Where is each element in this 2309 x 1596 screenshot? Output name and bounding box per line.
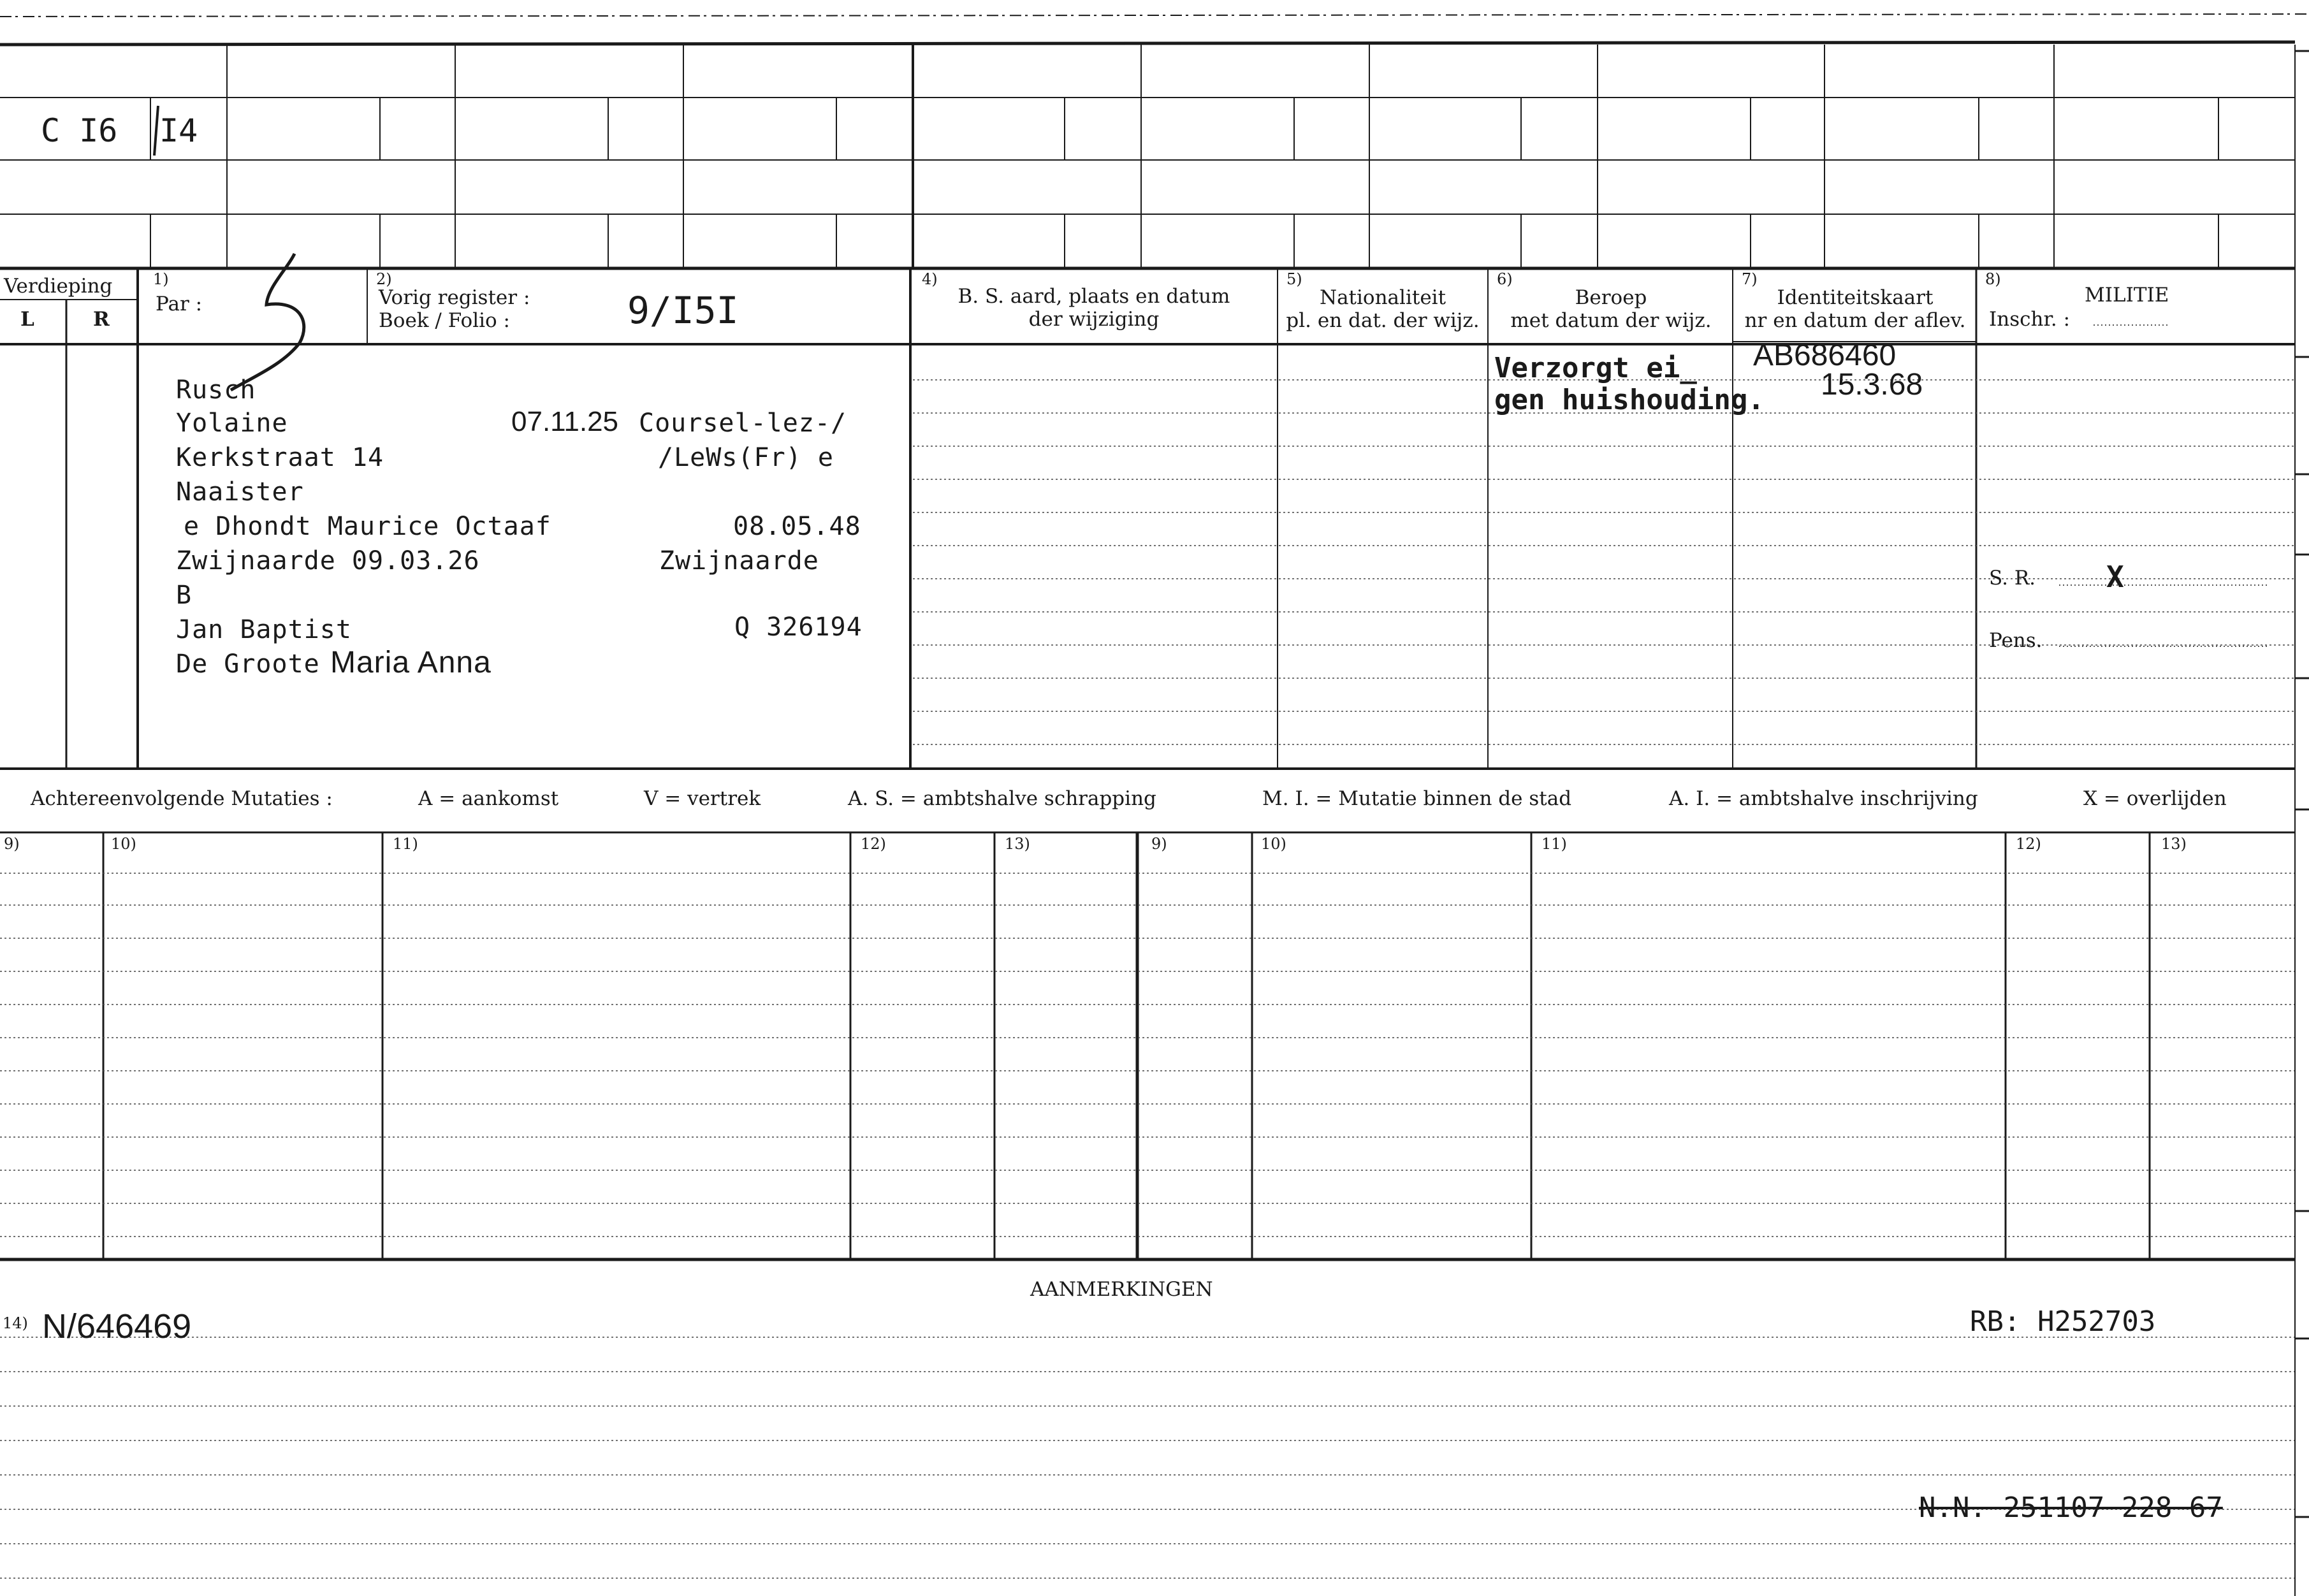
- person-spouse-birth: Zwijnaarde 09.03.26: [176, 546, 480, 576]
- col5-label-line1: Nationaliteit: [1319, 286, 1446, 309]
- col6-label-line2: met datum der wijz.: [1510, 309, 1712, 332]
- file-number: I4: [159, 112, 198, 149]
- mutaties-title: Achtereenvolgende Mutaties :: [31, 787, 333, 810]
- beroep-line1: Verzorgt ei_: [1494, 352, 1697, 384]
- beroep-line2: gen huishouding.: [1494, 384, 1765, 416]
- col1-number: 1): [153, 270, 169, 288]
- mutaties-left-col-13: 13): [1005, 835, 1030, 853]
- col4-label-line2: der wijziging: [1028, 308, 1160, 331]
- militie-sr-label: S. R.: [1989, 567, 2036, 590]
- par-handwritten-mark: [231, 254, 304, 390]
- mutaties-legend-x: X = overlijden: [2083, 787, 2227, 810]
- identity-card-date: 15.3.68: [1821, 368, 1923, 402]
- person-marriage-date: 08.05.48: [733, 512, 861, 541]
- col1-label: Par :: [156, 293, 203, 316]
- verdieping-label: Verdieping: [4, 275, 113, 298]
- person-address: Kerkstraat 14: [176, 443, 384, 472]
- aanmerkingen-title: AANMERKINGEN: [1030, 1278, 1213, 1301]
- mutaties-legend-a: A = aankomst: [418, 787, 559, 810]
- person-father: Jan Baptist: [176, 615, 352, 644]
- boek-folio-value: 9/I5I: [627, 289, 739, 332]
- file-code: C I6: [41, 112, 118, 149]
- identity-card-number: AB686460: [1753, 338, 1897, 372]
- person-mother-surname: De Groote: [176, 649, 320, 679]
- mutaties-legend-as: A. S. = ambtshalve schrapping: [848, 787, 1156, 810]
- person-mother-firstname: Maria Anna: [330, 646, 492, 679]
- col8-number: 8): [1985, 270, 2001, 288]
- person-birth-place-1: Coursel-lez-/: [639, 409, 847, 438]
- verdieping-left: L: [20, 308, 34, 331]
- mutaties-legend-v: V = vertrek: [644, 787, 761, 810]
- aanmerkingen-nn: N.N. 251107 228 67: [1919, 1491, 2223, 1524]
- militie-title: MILITIE: [2085, 284, 2169, 307]
- person-spouse-place: Zwijnaarde: [659, 546, 819, 576]
- col7-label-line2: nr en datum der aflev.: [1744, 309, 1966, 332]
- person-occupation: Naaister: [176, 477, 304, 507]
- col2-boek-folio: Boek / Folio :: [379, 309, 510, 332]
- col4-number: 4): [922, 270, 938, 288]
- col2-vorig-register: Vorig register :: [379, 286, 530, 309]
- person-spouse: e Dhondt Maurice Octaaf: [184, 512, 551, 541]
- mutaties-right-col-11: 11): [1541, 835, 1567, 853]
- mutaties-left-col-10: 10): [111, 835, 136, 853]
- mutaties-left-col-9: 9): [4, 835, 20, 853]
- mutaties-legend-ai: A. I. = ambtshalve inschrijving: [1669, 787, 1978, 810]
- person-surname: Rusch: [176, 375, 256, 405]
- person-firstname: Yolaine: [176, 409, 288, 438]
- col5-label-line2: pl. en dat. der wijz.: [1286, 309, 1480, 332]
- aanmerkingen-number: 14): [3, 1314, 28, 1332]
- col2-number: 2): [376, 270, 392, 288]
- col4-label-line1: B. S. aard, plaats en datum: [958, 285, 1230, 308]
- militie-sr-value: X: [2106, 560, 2124, 594]
- col7-label-line1: Identiteitskaart: [1777, 286, 1934, 309]
- mutaties-right-col-13: 13): [2161, 835, 2187, 853]
- mutaties-left-col-12: 12): [861, 835, 886, 853]
- mutaties-right-col-10: 10): [1261, 835, 1286, 853]
- person-father-code: Q 326194: [734, 613, 863, 642]
- militie-inschr: Inschr. :: [1989, 308, 2071, 331]
- mutaties-legend-mi: M. I. = Mutatie binnen de stad: [1262, 787, 1572, 810]
- mutaties-right-col-12: 12): [2016, 835, 2041, 853]
- col6-number: 6): [1497, 270, 1513, 288]
- col6-label-line1: Beroep: [1575, 286, 1647, 309]
- col7-number: 7): [1742, 270, 1758, 288]
- mutaties-right-col-9: 9): [1151, 835, 1167, 853]
- person-birth-date: 07.11.25: [511, 406, 619, 437]
- militie-pens-label: Pens.: [1989, 629, 2043, 652]
- aanmerkingen-value: N/646469: [42, 1307, 192, 1346]
- verdieping-right: R: [93, 308, 110, 331]
- aanmerkingen-rb: RB: H252703: [1970, 1305, 2156, 1338]
- person-birth-place-2: /LeWs(Fr) e: [658, 443, 834, 472]
- person-code-b: B: [176, 581, 193, 610]
- col5-number: 5): [1286, 270, 1302, 288]
- mutaties-left-col-11: 11): [393, 835, 418, 853]
